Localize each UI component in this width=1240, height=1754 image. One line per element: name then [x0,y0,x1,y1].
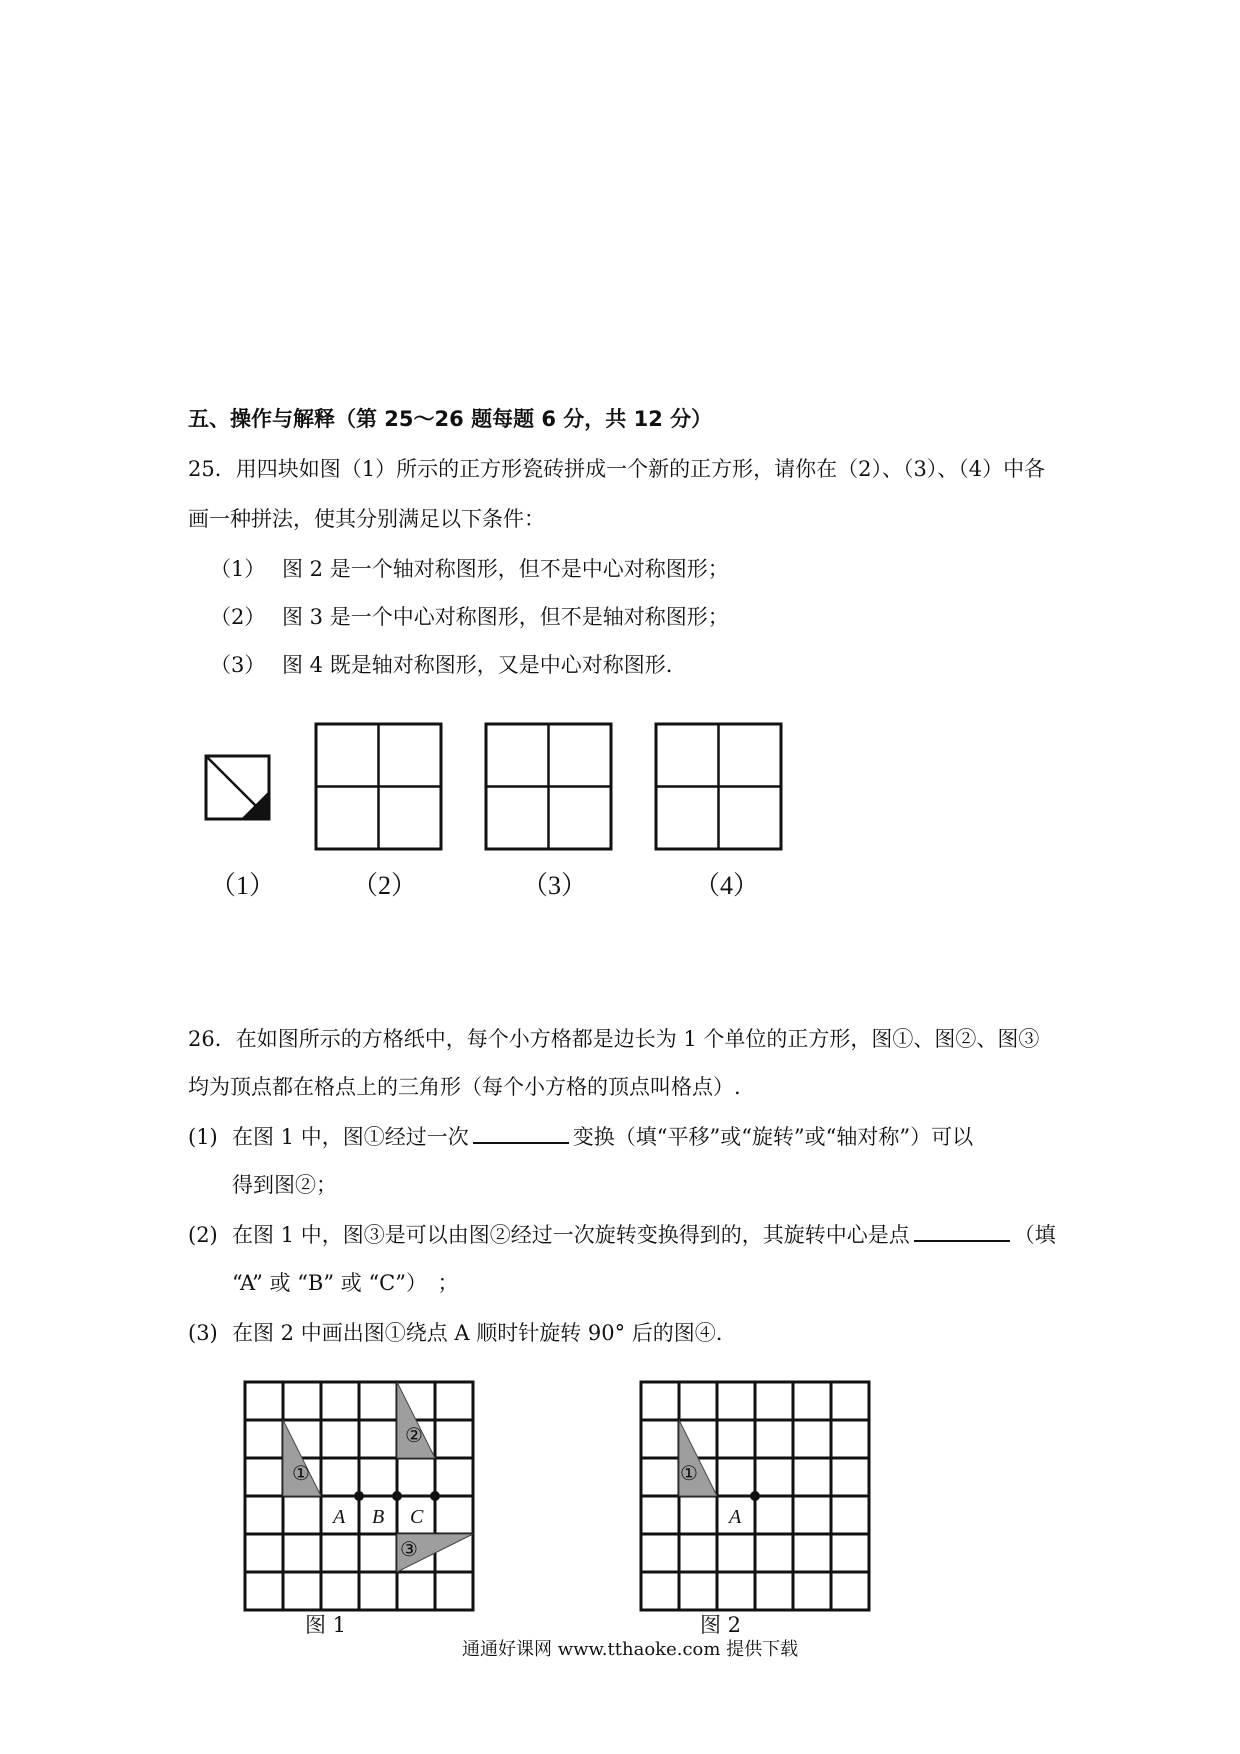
triangle-2-label: ② [405,1423,423,1447]
grid-2-point-a-dot [750,1491,760,1501]
q25-line1: 25．用四块如图（1）所示的正方形瓷砖拼成一个新的正方形，请你在（2）、（3）、（4）中各 [188,457,1046,481]
q26-part2-line [232,1221,1056,1249]
grid-1-caption: 图 1 [305,1613,347,1637]
figure-label-4: （4） [694,871,760,900]
q26-part1-text-b: 变换（填“平移”或“旋转”或“轴对称”）可以 [572,1125,974,1149]
q25-figures [0,700,1240,900]
q26-part1-text-c: 得到图②； [232,1173,337,1197]
q25-cond1-num: （1） [210,557,266,581]
figure-label-3: （3） [522,871,588,900]
point-b-label: B [372,1506,385,1528]
point-b-dot [392,1491,402,1501]
tile-grid-2[interactable] [316,724,441,849]
q25-line2: 画一种拼法，使其分别满足以下条件： [188,507,545,531]
answer-blank-1[interactable] [473,1124,569,1144]
answer-blank-2[interactable] [914,1222,1010,1242]
grid-2-triangle-1-label: ① [680,1461,698,1485]
q26-part2-num: (2) [188,1223,218,1247]
footer-text: 通通好课网 www.tthaoke.com 提供下载 [462,1639,799,1660]
grid-2-point-a-label: A [729,1506,742,1528]
section-title: 五、操作与解释（第 25～26 题每题 6 分，共 12 分） [188,407,713,431]
q26-part3-num: (3) [188,1321,218,1345]
q26-part1-line [232,1123,973,1151]
q26-grids [0,1370,1240,1610]
q25-cond3-text: 图 4 既是轴对称图形，又是中心对称图形. [282,653,673,677]
triangle-1-label: ① [292,1461,310,1485]
q25-cond2-text: 图 3 是一个中心对称图形，但不是轴对称图形； [282,605,729,629]
q26-part1-num: (1) [188,1125,218,1149]
q26-line1: 26．在如图所示的方格纸中，每个小方格都是边长为 1 个单位的正方形，图①、图②、图③ [188,1027,1040,1051]
q26-part3-text: 在图 2 中画出图①绕点 A 顺时针旋转 90° 后的图④. [232,1321,723,1345]
q26-part1-text-a: 在图 1 中，图①经过一次 [232,1125,469,1149]
grid-figure-2[interactable] [641,1382,869,1610]
q26-part2-text-c: “A” 或 “B” 或 “C”） ； [232,1271,459,1295]
q26-part2-text-b: （填 [1013,1223,1056,1247]
point-c-dot [430,1491,440,1501]
q25-cond3-num: （3） [210,653,266,677]
q25-cond1-text: 图 2 是一个轴对称图形，但不是中心对称图形； [282,557,729,581]
q25-cond2-num: （2） [210,605,266,629]
tile-grid-4[interactable] [656,724,781,849]
figure-label-1: （1） [210,871,276,900]
tile-figure-1 [206,756,269,819]
triangle-3-label: ③ [400,1537,418,1561]
grid-figure-1 [245,1382,473,1610]
point-a-label: A [333,1506,346,1528]
grid-2-caption: 图 2 [700,1613,742,1637]
point-a-dot [354,1491,364,1501]
tile-grid-3[interactable] [486,724,611,849]
q26-part2-text-a: 在图 1 中，图③是可以由图②经过一次旋转变换得到的，其旋转中心是点 [232,1223,910,1247]
figure-label-2: （2） [352,871,418,900]
q26-line2: 均为顶点都在格点上的三角形（每个小方格的顶点叫格点）. [188,1075,741,1099]
point-c-label: C [410,1506,424,1528]
